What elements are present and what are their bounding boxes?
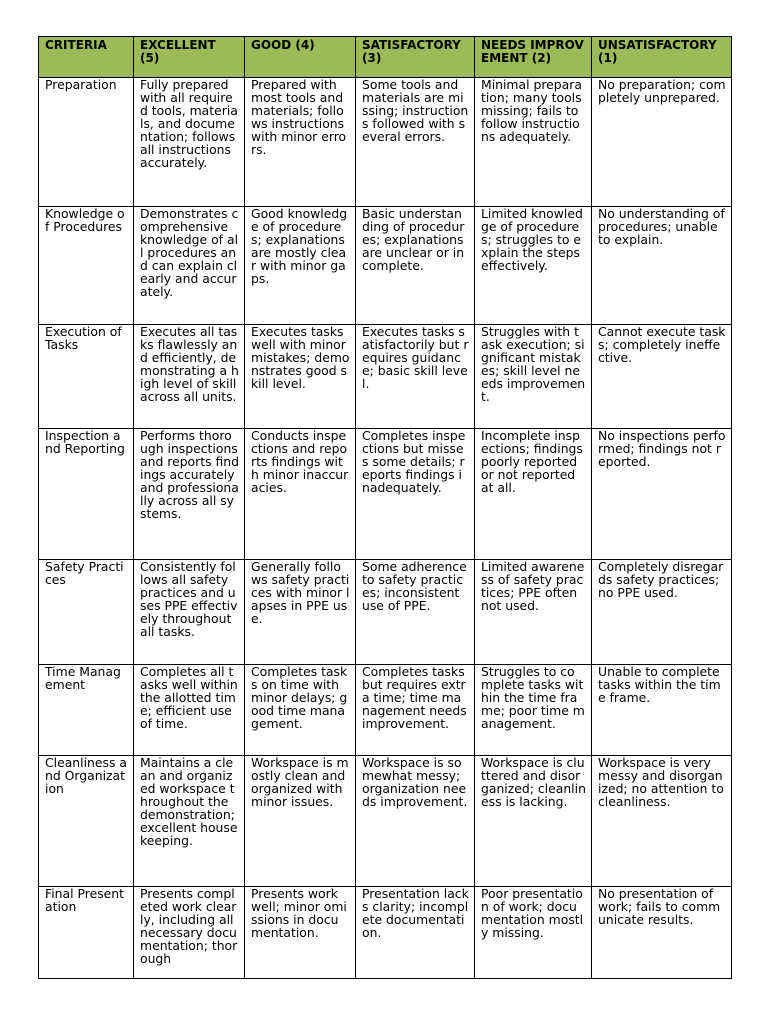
criteria-cell: Preparation — [39, 78, 134, 207]
satisfactory-cell: Workspace is somewhat messy; organization needs improvement. — [356, 756, 475, 887]
criteria-cell: Execution of Tasks — [39, 325, 134, 429]
needs-improvement-cell: Struggles with task execution; significant mistakes; skill level needs improvement. — [475, 325, 592, 429]
good-cell: Completes tasks on time with minor delays; good time management. — [245, 665, 356, 756]
excellent-cell: Performs thorough inspections and reports findings accurately and professionally across all systems. — [134, 429, 245, 560]
header-needs-improvement: NEEDS IMPROVEMENT (2) — [475, 37, 592, 78]
satisfactory-cell: Some tools and materials are missing; instructions followed with several errors. — [356, 78, 475, 207]
satisfactory-cell: Completes tasks but requires extra time; time management needs improvement. — [356, 665, 475, 756]
header-satisfactory: SATISFACTORY (3) — [356, 37, 475, 78]
table-row — [39, 429, 732, 560]
excellent-cell: Presents completed work clearly, including all necessary documentation; thorough — [134, 887, 245, 979]
excellent-cell: Consistently follows all safety practices and uses PPE effectively throughout all tasks. — [134, 560, 245, 665]
needs-improvement-cell: Limited awareness of safety practices; PPE often not used. — [475, 560, 592, 665]
unsatisfactory-cell: No presentation of work; fails to communicate results. — [592, 887, 732, 979]
excellent-cell: Demonstrates comprehensive knowledge of all procedures and can explain clearly and accurately. — [134, 207, 245, 325]
unsatisfactory-cell: No preparation; completely unprepared. — [592, 78, 732, 207]
rubric-table — [38, 36, 732, 979]
satisfactory-cell: Executes tasks satisfactorily but requires guidance; basic skill level. — [356, 325, 475, 429]
excellent-cell: Completes all tasks well within the allotted time; efficient use of time. — [134, 665, 245, 756]
criteria-cell: Knowledge of Procedures — [39, 207, 134, 325]
header-excellent: EXCELLENT (5) — [134, 37, 245, 78]
needs-improvement-cell: Struggles to complete tasks within the time frame; poor time management. — [475, 665, 592, 756]
needs-improvement-cell: Poor presentation of work; documentation mostly missing. — [475, 887, 592, 979]
excellent-cell: Fully prepared with all required tools, materials, and documentation; follows all instructions accurately. — [134, 78, 245, 207]
needs-improvement-cell: Incomplete inspections; findings poorly reported or not reported at all. — [475, 429, 592, 560]
table-row — [39, 78, 732, 207]
unsatisfactory-cell: No understanding of procedures; unable to explain. — [592, 207, 732, 325]
criteria-cell: Cleanliness and Organization — [39, 756, 134, 887]
unsatisfactory-cell: Workspace is very messy and disorganized; no attention to cleanliness. — [592, 756, 732, 887]
header-unsatisfactory: UNSATISFACTORY (1) — [592, 37, 732, 78]
good-cell: Good knowledge of procedures; explanations are mostly clear with minor gaps. — [245, 207, 356, 325]
unsatisfactory-cell: Cannot execute tasks; completely ineffective. — [592, 325, 732, 429]
good-cell: Executes tasks well with minor mistakes; demonstrates good skill level. — [245, 325, 356, 429]
needs-improvement-cell: Workspace is cluttered and disorganized; cleanliness is lacking. — [475, 756, 592, 887]
table-row — [39, 560, 732, 665]
criteria-cell: Time Management — [39, 665, 134, 756]
table-row — [39, 887, 732, 979]
excellent-cell: Executes all tasks flawlessly and efficiently, demonstrating a high level of skill across all units. — [134, 325, 245, 429]
table-row — [39, 665, 732, 756]
table-row — [39, 325, 732, 429]
excellent-cell: Maintains a clean and organized workspace throughout the demonstration; excellent housekeeping. — [134, 756, 245, 887]
table-header-row — [39, 37, 732, 78]
satisfactory-cell: Basic understanding of procedures; explanations are unclear or incomplete. — [356, 207, 475, 325]
good-cell: Prepared with most tools and materials; follows instructions with minor errors. — [245, 78, 356, 207]
good-cell: Conducts inspections and reports findings with minor inaccuracies. — [245, 429, 356, 560]
criteria-cell: Inspection and Reporting — [39, 429, 134, 560]
needs-improvement-cell: Limited knowledge of procedures; struggles to explain the steps effectively. — [475, 207, 592, 325]
criteria-cell: Safety Practices — [39, 560, 134, 665]
unsatisfactory-cell: No inspections performed; findings not reported. — [592, 429, 732, 560]
criteria-cell: Final Presentation — [39, 887, 134, 979]
needs-improvement-cell: Minimal preparation; many tools missing; fails to follow instructions adequately. — [475, 78, 592, 207]
unsatisfactory-cell: Completely disregards safety practices; no PPE used. — [592, 560, 732, 665]
good-cell: Workspace is mostly clean and organized with minor issues. — [245, 756, 356, 887]
table-row — [39, 756, 732, 887]
good-cell: Presents work well; minor omissions in documentation. — [245, 887, 356, 979]
good-cell: Generally follows safety practices with minor lapses in PPE use. — [245, 560, 356, 665]
header-good: GOOD (4) — [245, 37, 356, 78]
header-criteria: CRITERIA — [39, 37, 134, 78]
satisfactory-cell: Completes inspections but misses some details; reports findings inadequately. — [356, 429, 475, 560]
unsatisfactory-cell: Unable to complete tasks within the time frame. — [592, 665, 732, 756]
table-row — [39, 207, 732, 325]
satisfactory-cell: Presentation lacks clarity; incomplete documentation. — [356, 887, 475, 979]
satisfactory-cell: Some adherence to safety practices; inconsistent use of PPE. — [356, 560, 475, 665]
